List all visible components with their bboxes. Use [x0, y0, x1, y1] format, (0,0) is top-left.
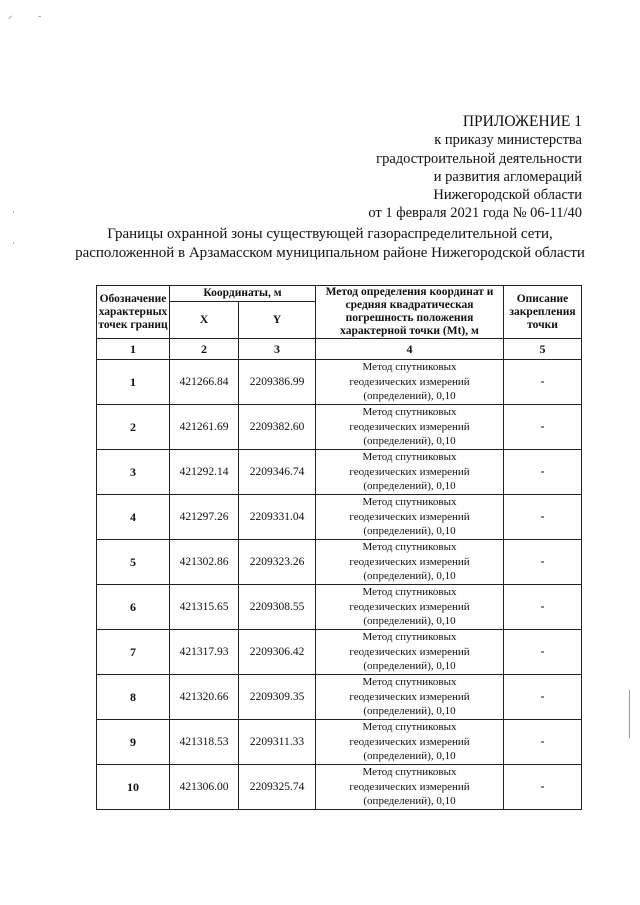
point-id: 8: [97, 675, 170, 720]
coord-x: 421261.69: [170, 405, 239, 450]
table-row: [97, 720, 582, 765]
method-line: геодезических измерений: [349, 735, 470, 748]
method-cell: [316, 720, 504, 765]
boundary-points-table: [96, 285, 582, 810]
method-line: геодезических измерений: [349, 555, 470, 568]
method-line: (определений), 0,10: [363, 705, 456, 718]
scan-speck: ⸍: [8, 14, 13, 24]
fixing-description: -: [504, 675, 582, 720]
method-line: (определений), 0,10: [363, 525, 456, 538]
coord-x: 421297.26: [170, 495, 239, 540]
document-title: [40, 225, 620, 263]
method-line: Метод спутниковых: [362, 721, 457, 734]
appendix-line: и развития агломераций: [433, 168, 582, 185]
column-number: 3: [239, 339, 316, 360]
method-line: (определений), 0,10: [363, 615, 456, 628]
coord-x: 421318.53: [170, 720, 239, 765]
method-line: геодезических измерений: [349, 465, 470, 478]
appendix-line: к приказу министерства: [434, 132, 582, 149]
coord-x: 421317.93: [170, 630, 239, 675]
method-cell: [316, 630, 504, 675]
method-line: Метод спутниковых: [362, 631, 457, 644]
point-id: 5: [97, 540, 170, 585]
method-line: геодезических измерений: [349, 510, 470, 523]
coord-x: 421320.66: [170, 675, 239, 720]
method-line: (определений), 0,10: [363, 795, 456, 808]
method-line: (определений), 0,10: [363, 750, 456, 763]
method-cell: [316, 675, 504, 720]
method-cell: [316, 360, 504, 405]
header-method: Метод определения координат и средняя квадратическая погрешность положения характерной точки (Mt), м: [316, 286, 504, 339]
header-x: X: [170, 302, 239, 339]
method-line: геодезических измерений: [349, 600, 470, 613]
method-line: Метод спутниковых: [362, 586, 457, 599]
fixing-description: -: [504, 765, 582, 810]
table-row: [97, 495, 582, 540]
method-cell: [316, 540, 504, 585]
method-line: геодезических измерений: [349, 690, 470, 703]
header-point-designation: Обозначение характерных точек границ: [97, 286, 170, 339]
coord-x: 421306.00: [170, 765, 239, 810]
header-fixing-description: Описание закрепления точки: [504, 286, 582, 339]
method-line: Метод спутниковых: [362, 541, 457, 554]
method-line: Метод спутниковых: [362, 676, 457, 689]
table-row: [97, 585, 582, 630]
coord-y: 2209325.74: [239, 765, 316, 810]
coord-y: 2209323.26: [239, 540, 316, 585]
coord-x: 421266.84: [170, 360, 239, 405]
fixing-description: -: [504, 495, 582, 540]
method-line: Метод спутниковых: [362, 496, 457, 509]
point-id: 4: [97, 495, 170, 540]
fixing-description: -: [504, 585, 582, 630]
fixing-description: -: [504, 540, 582, 585]
point-id: 6: [97, 585, 170, 630]
table-row: [97, 360, 582, 405]
method-line: Метод спутниковых: [362, 406, 457, 419]
column-number: 5: [504, 339, 582, 360]
scan-speck: ˉ: [38, 14, 41, 24]
method-cell: [316, 585, 504, 630]
point-id: 1: [97, 360, 170, 405]
coord-y: 2209346.74: [239, 450, 316, 495]
column-number: 4: [316, 339, 504, 360]
coord-y: 2209386.99: [239, 360, 316, 405]
fixing-description: -: [504, 405, 582, 450]
scan-speck: ·: [12, 238, 15, 248]
table-row: [97, 540, 582, 585]
method-cell: [316, 495, 504, 540]
coord-x: 421302.86: [170, 540, 239, 585]
table-row: [97, 675, 582, 720]
table-row: [97, 630, 582, 675]
method-line: геодезических измерений: [349, 375, 470, 388]
method-line: геодезических измерений: [349, 420, 470, 433]
appendix-heading: ПРИЛОЖЕНИЕ 1: [462, 113, 582, 130]
point-id: 7: [97, 630, 170, 675]
scan-edge-line: [629, 690, 630, 738]
column-number: 2: [170, 339, 239, 360]
table-row: [97, 405, 582, 450]
method-cell: [316, 450, 504, 495]
document-title-line: Границы охранной зоны существующей газораспределительной сети,: [107, 226, 553, 242]
point-id: 10: [97, 765, 170, 810]
document-title-line: расположенной в Арзамасском муниципальном районе Нижегородской области: [75, 245, 585, 261]
method-cell: [316, 765, 504, 810]
coord-x: 421315.65: [170, 585, 239, 630]
method-line: (определений), 0,10: [363, 660, 456, 673]
scan-speck: ·: [12, 207, 15, 217]
method-line: Метод спутниковых: [362, 451, 457, 464]
coord-x: 421292.14: [170, 450, 239, 495]
coord-y: 2209308.55: [239, 585, 316, 630]
fixing-description: -: [504, 630, 582, 675]
fixing-description: -: [504, 450, 582, 495]
coord-y: 2209382.60: [239, 405, 316, 450]
appendix-line: градостроительной деятельности: [376, 150, 582, 167]
point-id: 2: [97, 405, 170, 450]
coord-y: 2209309.35: [239, 675, 316, 720]
column-number: 1: [97, 339, 170, 360]
method-cell: [316, 405, 504, 450]
method-line: (определений), 0,10: [363, 480, 456, 493]
table-row: [97, 765, 582, 810]
point-id: 3: [97, 450, 170, 495]
appendix-header: [368, 113, 582, 223]
method-line: (определений), 0,10: [363, 390, 456, 403]
method-line: Метод спутниковых: [362, 361, 457, 374]
appendix-line: от 1 февраля 2021 года № 06-11/40: [368, 205, 582, 222]
appendix-line: Нижегородской области: [433, 187, 582, 204]
coord-y: 2209331.04: [239, 495, 316, 540]
method-line: Метод спутниковых: [362, 766, 457, 779]
coord-y: 2209306.42: [239, 630, 316, 675]
method-line: геодезических измерений: [349, 780, 470, 793]
method-line: (определений), 0,10: [363, 435, 456, 448]
point-id: 9: [97, 720, 170, 765]
coord-y: 2209311.33: [239, 720, 316, 765]
fixing-description: -: [504, 360, 582, 405]
method-line: геодезических измерений: [349, 645, 470, 658]
header-coordinates: Координаты, м: [170, 286, 316, 302]
header-y: Y: [239, 302, 316, 339]
fixing-description: -: [504, 720, 582, 765]
method-line: (определений), 0,10: [363, 570, 456, 583]
table-row: [97, 450, 582, 495]
